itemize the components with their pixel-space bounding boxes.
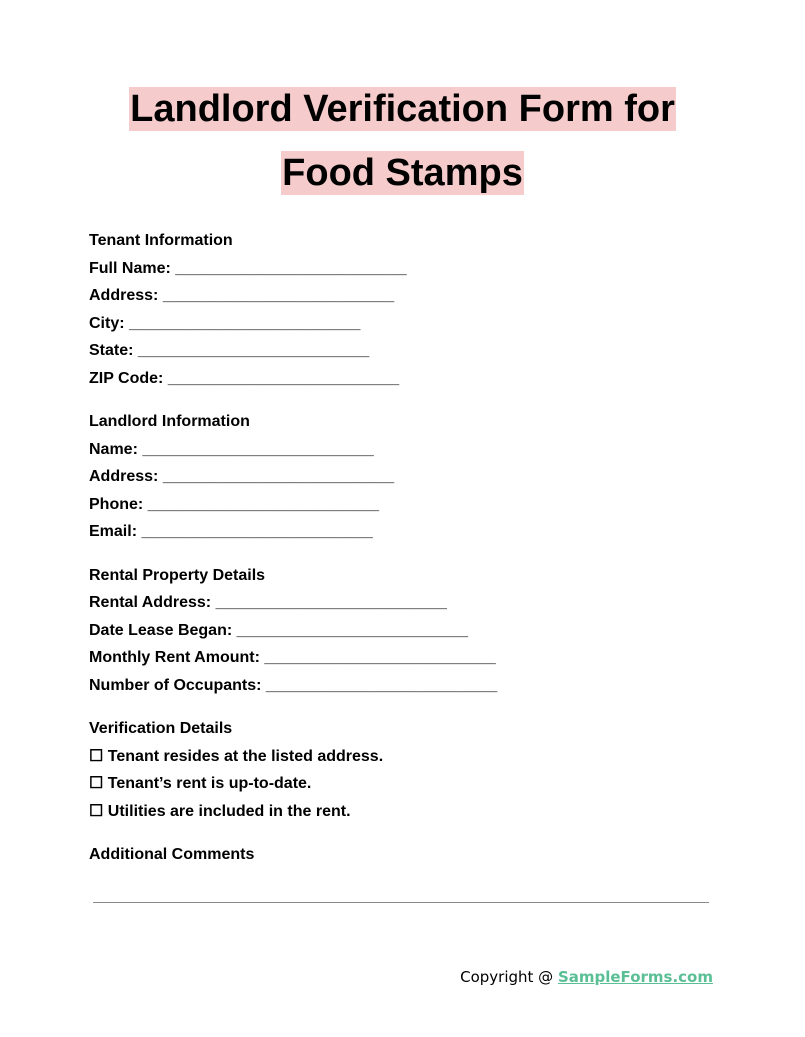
field-label: Name: — [89, 440, 138, 458]
field-blank[interactable]: __________________________ — [236, 621, 468, 639]
checkbox-label: Tenant’s rent is up-to-date. — [107, 775, 312, 793]
field-label: Phone: — [89, 495, 144, 513]
checkbox-label: Utilities are included in the rent. — [107, 802, 351, 820]
field-blank[interactable]: __________________________ — [141, 523, 373, 541]
field-label: Address: — [89, 287, 159, 305]
checkbox-item[interactable] — [89, 747, 729, 775]
checkbox-icon[interactable]: ☐ — [89, 775, 104, 793]
checkbox-item[interactable] — [89, 774, 729, 802]
verification-section — [89, 719, 729, 829]
form-body — [89, 231, 729, 888]
field-blank[interactable]: __________________________ — [137, 342, 370, 360]
field-label: ZIP Code: — [89, 369, 164, 387]
field-label: Full Name: — [89, 259, 171, 277]
form-field[interactable] — [89, 259, 729, 287]
form-field[interactable] — [89, 522, 729, 550]
title-text: Landlord Verification Form for — [130, 88, 675, 130]
field-blank[interactable]: __________________________ — [162, 287, 395, 305]
checkbox-icon[interactable]: ☐ — [89, 802, 104, 820]
section-heading: Additional Comments — [89, 845, 255, 863]
field-label: City: — [89, 314, 125, 332]
field-blank[interactable]: __________________________ — [142, 440, 374, 458]
field-label: Monthly Rent Amount: — [89, 649, 260, 667]
section-heading: Verification Details — [89, 720, 233, 737]
field-blank[interactable]: __________________________ — [215, 594, 447, 612]
field-blank[interactable]: __________________________ — [147, 495, 380, 513]
title-text: Food Stamps — [282, 152, 523, 194]
form-field[interactable] — [89, 621, 729, 649]
field-blank[interactable]: __________________________ — [264, 649, 496, 667]
field-blank[interactable]: __________________________ — [167, 369, 400, 387]
field-blank[interactable]: __________________________ — [129, 314, 361, 332]
field-label: Email: — [89, 523, 138, 541]
form-field[interactable] — [89, 314, 729, 342]
field-blank[interactable]: __________________________ — [162, 468, 395, 486]
field-label: Rental Address: — [89, 594, 212, 612]
comments-section — [89, 845, 729, 873]
form-field[interactable] — [89, 467, 729, 495]
form-field[interactable] — [89, 495, 729, 523]
form-section — [89, 566, 729, 704]
form-field[interactable] — [89, 648, 729, 676]
field-label: State: — [89, 342, 134, 360]
comments-line[interactable] — [93, 902, 709, 903]
field-label: Number of Occupants: — [89, 676, 262, 694]
form-field[interactable] — [89, 341, 729, 369]
field-label: Address: — [89, 468, 159, 486]
form-field[interactable] — [89, 593, 729, 621]
form-field[interactable] — [89, 676, 729, 704]
copyright-text: Copyright @ — [460, 968, 558, 986]
form-field[interactable] — [89, 286, 729, 314]
field-label: Date Lease Began: — [89, 621, 233, 639]
form-title-line-1 — [0, 87, 805, 131]
form-field[interactable] — [89, 369, 729, 397]
sampleforms-link[interactable]: SampleForms.com — [557, 968, 713, 986]
checkbox-label: Tenant resides at the listed address. — [107, 747, 384, 765]
form-section — [89, 412, 729, 550]
section-heading: Rental Property Details — [89, 566, 266, 584]
field-blank[interactable]: __________________________ — [175, 259, 407, 277]
section-heading: Tenant Information — [89, 232, 233, 249]
section-heading: Landlord Information — [89, 413, 250, 431]
checkbox-icon[interactable]: ☐ — [89, 747, 104, 765]
checkbox-item[interactable] — [89, 802, 729, 830]
footer — [460, 968, 713, 986]
field-blank[interactable]: __________________________ — [265, 676, 498, 694]
form-title-line-2 — [0, 151, 805, 195]
form-field[interactable] — [89, 440, 729, 468]
form-section — [89, 231, 729, 397]
